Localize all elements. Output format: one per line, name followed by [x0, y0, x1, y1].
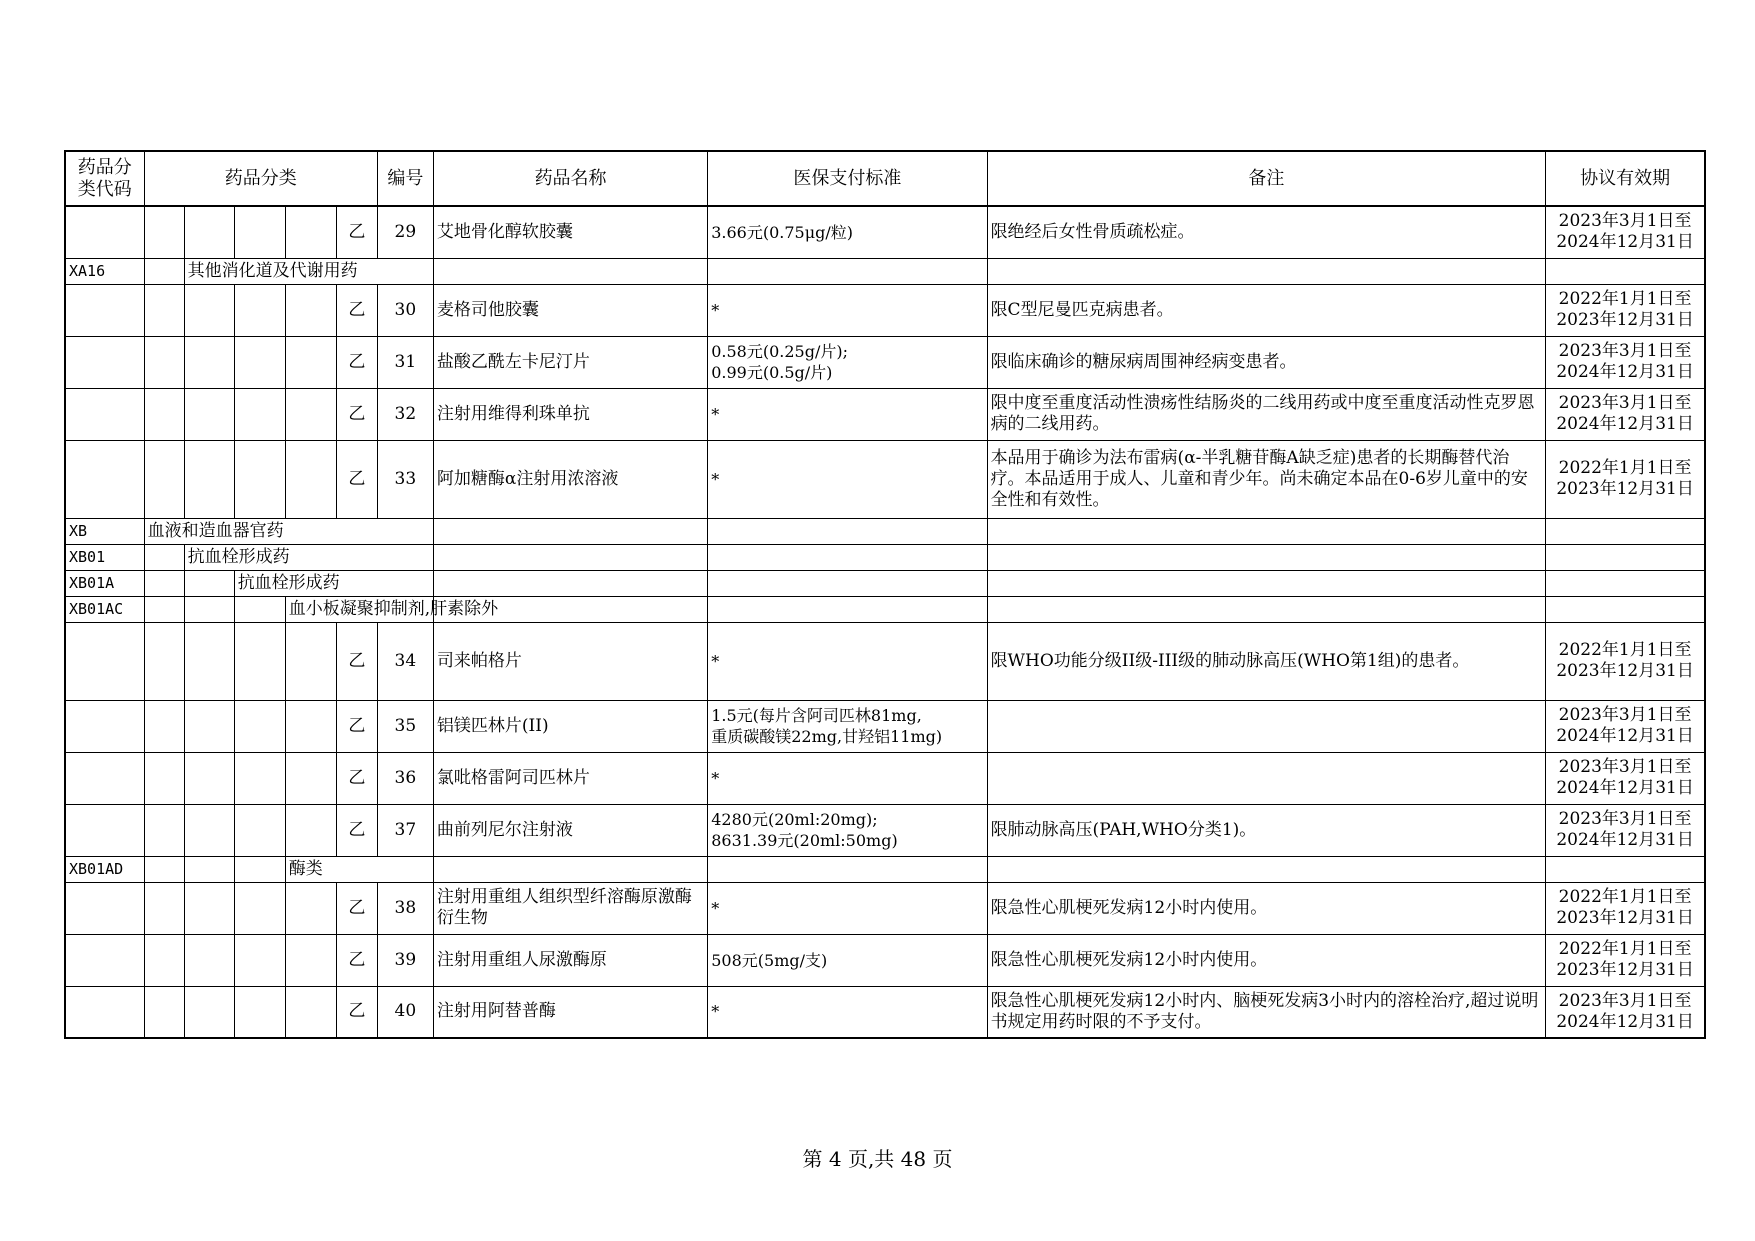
category-cell	[234, 440, 285, 518]
drug-name: 注射用重组人尿激酶原	[433, 934, 707, 986]
drug-row	[65, 934, 1705, 986]
drug-name: 注射用重组人组织型纤溶酶原激酶衍生物	[433, 882, 707, 934]
category-cell	[144, 986, 184, 1038]
remark: 限急性心肌梗死发病12小时内使用。	[987, 934, 1546, 986]
code-cell	[65, 206, 144, 258]
validity-period: 2023年3月1日至 2024年12月31日	[1546, 752, 1705, 804]
category-cell	[144, 570, 184, 596]
category-row	[65, 258, 1705, 284]
drug-row	[65, 284, 1705, 336]
category-cell	[285, 700, 336, 752]
category-cell	[234, 388, 285, 440]
category-cell	[285, 622, 336, 700]
standard-cell	[708, 856, 987, 882]
category-cell	[184, 934, 234, 986]
category-cell	[144, 856, 184, 882]
category-label: 抗血栓形成药	[184, 544, 433, 570]
category-cell	[234, 596, 285, 622]
category-cell	[144, 336, 184, 388]
category-cell	[234, 934, 285, 986]
grade-cell: 乙	[336, 388, 377, 440]
validity-period: 2023年3月1日至 2024年12月31日	[1546, 206, 1705, 258]
grade-cell: 乙	[336, 622, 377, 700]
remark: 本品用于确诊为法布雷病(α-半乳糖苷酶A缺乏症)患者的长期酶替代治疗。本品适用于成人、儿童和青少年。尚未确定本品在0-6岁儿童中的安全性和有效性。	[987, 440, 1546, 518]
category-cell	[285, 336, 336, 388]
standard-cell	[708, 544, 987, 570]
drug-name: 麦格司他胶囊	[433, 284, 707, 336]
category-cell	[285, 440, 336, 518]
category-cell	[184, 856, 234, 882]
drug-number: 39	[377, 934, 433, 986]
category-code: XB01A	[65, 570, 144, 596]
validity-period: 2022年1月1日至 2023年12月31日	[1546, 934, 1705, 986]
code-cell	[65, 986, 144, 1038]
standard-cell	[708, 570, 987, 596]
remark: 限WHO功能分级II级-III级的肺动脉高压(WHO第1组)的患者。	[987, 622, 1546, 700]
category-label: 抗血栓形成药	[234, 570, 433, 596]
category-cell	[184, 440, 234, 518]
drug-number: 30	[377, 284, 433, 336]
drug-row	[65, 336, 1705, 388]
code-cell	[65, 388, 144, 440]
category-cell	[144, 206, 184, 258]
category-cell	[144, 544, 184, 570]
code-cell	[65, 934, 144, 986]
category-cell	[184, 596, 234, 622]
page-footer: 第 4 页,共 48 页	[802, 1147, 953, 1171]
drug-name: 氯吡格雷阿司匹林片	[433, 752, 707, 804]
category-cell	[144, 440, 184, 518]
standard-cell	[708, 518, 987, 544]
validity-period: 2023年3月1日至 2024年12月31日	[1546, 804, 1705, 856]
category-cell	[234, 804, 285, 856]
category-cell	[184, 570, 234, 596]
category-cell	[234, 700, 285, 752]
category-cell	[184, 388, 234, 440]
grade-cell: 乙	[336, 336, 377, 388]
remark: 限临床确诊的糖尿病周围神经病变患者。	[987, 336, 1546, 388]
header-number: 编号	[377, 151, 433, 206]
remark: 限肺动脉高压(PAH,WHO分类1)。	[987, 804, 1546, 856]
drug-name: 阿加糖酶α注射用浓溶液	[433, 440, 707, 518]
payment-standard: *	[708, 388, 987, 440]
category-cell	[184, 882, 234, 934]
category-cell	[144, 596, 184, 622]
drug-row	[65, 700, 1705, 752]
drug-number: 32	[377, 388, 433, 440]
drug-name: 艾地骨化醇软胶囊	[433, 206, 707, 258]
category-cell	[184, 284, 234, 336]
payment-standard: *	[708, 882, 987, 934]
grade-cell: 乙	[336, 934, 377, 986]
drug-number: 31	[377, 336, 433, 388]
payment-standard: 3.66元(0.75μg/粒)	[708, 206, 987, 258]
validity-cell	[1546, 856, 1705, 882]
grade-cell: 乙	[336, 752, 377, 804]
drug-row	[65, 440, 1705, 518]
drug-name: 注射用维得利珠单抗	[433, 388, 707, 440]
drug-number: 40	[377, 986, 433, 1038]
drug-row	[65, 752, 1705, 804]
payment-standard: 4280元(20ml:20mg); 8631.39元(20ml:50mg)	[708, 804, 987, 856]
header-category: 药品分类	[144, 151, 377, 206]
category-cell	[285, 934, 336, 986]
drug-row	[65, 882, 1705, 934]
category-row	[65, 518, 1705, 544]
category-cell	[234, 206, 285, 258]
category-cell	[285, 206, 336, 258]
validity-period: 2022年1月1日至 2023年12月31日	[1546, 284, 1705, 336]
category-cell	[234, 752, 285, 804]
table-header-row	[65, 151, 1705, 206]
grade-cell: 乙	[336, 986, 377, 1038]
category-cell	[144, 934, 184, 986]
category-cell	[144, 700, 184, 752]
category-cell	[144, 284, 184, 336]
grade-cell: 乙	[336, 440, 377, 518]
remark	[987, 752, 1546, 804]
category-cell	[234, 622, 285, 700]
grade-cell: 乙	[336, 206, 377, 258]
remark: 限急性心肌梗死发病12小时内使用。	[987, 882, 1546, 934]
name-cell	[433, 544, 707, 570]
remark: 限绝经后女性骨质疏松症。	[987, 206, 1546, 258]
category-cell	[144, 882, 184, 934]
category-cell	[144, 622, 184, 700]
code-cell	[65, 804, 144, 856]
drug-table	[64, 150, 1706, 1039]
grade-cell: 乙	[336, 882, 377, 934]
category-cell	[234, 284, 285, 336]
validity-period: 2022年1月1日至 2023年12月31日	[1546, 440, 1705, 518]
category-cell	[184, 622, 234, 700]
drug-number: 37	[377, 804, 433, 856]
code-cell	[65, 622, 144, 700]
remark: 限中度至重度活动性溃疡性结肠炎的二线用药或中度至重度活动性克罗恩病的二线用药。	[987, 388, 1546, 440]
drug-row	[65, 388, 1705, 440]
category-label: 酶类	[285, 856, 433, 882]
category-cell	[184, 336, 234, 388]
header-remark: 备注	[987, 151, 1546, 206]
code-cell	[65, 882, 144, 934]
drug-number: 38	[377, 882, 433, 934]
category-code: XB01AD	[65, 856, 144, 882]
standard-cell	[708, 596, 987, 622]
validity-period: 2023年3月1日至 2024年12月31日	[1546, 700, 1705, 752]
validity-period: 2022年1月1日至 2023年12月31日	[1546, 622, 1705, 700]
validity-cell	[1546, 596, 1705, 622]
category-cell	[184, 206, 234, 258]
payment-standard: 0.58元(0.25g/片); 0.99元(0.5g/片)	[708, 336, 987, 388]
drug-name: 铝镁匹林片(II)	[433, 700, 707, 752]
validity-period: 2023年3月1日至 2024年12月31日	[1546, 388, 1705, 440]
category-cell	[184, 804, 234, 856]
category-cell	[144, 258, 184, 284]
category-row	[65, 856, 1705, 882]
category-cell	[184, 752, 234, 804]
name-cell	[433, 518, 707, 544]
category-cell	[184, 986, 234, 1038]
payment-standard: 1.5元(每片含阿司匹林81mg, 重质碳酸镁22mg,甘羟铝11mg)	[708, 700, 987, 752]
category-code: XA16	[65, 258, 144, 284]
payment-standard: *	[708, 986, 987, 1038]
drug-name: 盐酸乙酰左卡尼汀片	[433, 336, 707, 388]
validity-period: 2023年3月1日至 2024年12月31日	[1546, 336, 1705, 388]
category-cell	[144, 752, 184, 804]
category-label: 血液和造血器官药	[144, 518, 433, 544]
category-cell	[234, 986, 285, 1038]
name-cell	[433, 570, 707, 596]
header-validity: 协议有效期	[1546, 151, 1705, 206]
category-row	[65, 570, 1705, 596]
validity-cell	[1546, 258, 1705, 284]
grade-cell: 乙	[336, 284, 377, 336]
remark-cell	[987, 518, 1546, 544]
category-cell	[144, 804, 184, 856]
category-cell	[234, 882, 285, 934]
validity-period: 2022年1月1日至 2023年12月31日	[1546, 882, 1705, 934]
category-cell	[285, 752, 336, 804]
drug-number: 36	[377, 752, 433, 804]
category-cell	[285, 284, 336, 336]
remark-cell	[987, 544, 1546, 570]
code-cell	[65, 752, 144, 804]
name-cell	[433, 258, 707, 284]
category-cell	[285, 804, 336, 856]
drug-name: 司来帕格片	[433, 622, 707, 700]
category-cell	[285, 986, 336, 1038]
header-code: 药品分 类代码	[65, 151, 144, 206]
category-code: XB01AC	[65, 596, 144, 622]
code-cell	[65, 440, 144, 518]
remark-cell	[987, 258, 1546, 284]
header-standard: 医保支付标准	[708, 151, 987, 206]
payment-standard: *	[708, 752, 987, 804]
drug-row	[65, 804, 1705, 856]
drug-name: 曲前列尼尔注射液	[433, 804, 707, 856]
drug-number: 35	[377, 700, 433, 752]
category-cell	[285, 388, 336, 440]
payment-standard: *	[708, 622, 987, 700]
payment-standard: *	[708, 284, 987, 336]
remark-cell	[987, 856, 1546, 882]
grade-cell: 乙	[336, 700, 377, 752]
drug-name: 注射用阿替普酶	[433, 986, 707, 1038]
category-cell	[184, 700, 234, 752]
category-cell	[234, 856, 285, 882]
category-cell	[144, 388, 184, 440]
category-row	[65, 596, 1705, 622]
category-label: 其他消化道及代谢用药	[184, 258, 433, 284]
drug-row	[65, 986, 1705, 1038]
validity-cell	[1546, 518, 1705, 544]
code-cell	[65, 700, 144, 752]
category-cell	[234, 336, 285, 388]
payment-standard: *	[708, 440, 987, 518]
category-code: XB01	[65, 544, 144, 570]
category-row	[65, 544, 1705, 570]
code-cell	[65, 284, 144, 336]
category-cell	[285, 882, 336, 934]
name-cell	[433, 856, 707, 882]
remark: 限C型尼曼匹克病患者。	[987, 284, 1546, 336]
drug-number: 29	[377, 206, 433, 258]
validity-cell	[1546, 570, 1705, 596]
drug-number: 34	[377, 622, 433, 700]
code-cell	[65, 336, 144, 388]
validity-period: 2023年3月1日至 2024年12月31日	[1546, 986, 1705, 1038]
payment-standard: 508元(5mg/支)	[708, 934, 987, 986]
remark: 限急性心肌梗死发病12小时内、脑梗死发病3小时内的溶栓治疗,超过说明书规定用药时限的不予支付。	[987, 986, 1546, 1038]
validity-cell	[1546, 544, 1705, 570]
drug-row	[65, 206, 1705, 258]
standard-cell	[708, 258, 987, 284]
header-name: 药品名称	[433, 151, 707, 206]
remark-cell	[987, 570, 1546, 596]
category-code: XB	[65, 518, 144, 544]
category-label: 血小板凝聚抑制剂,肝素除外	[285, 596, 433, 622]
remark-cell	[987, 596, 1546, 622]
drug-number: 33	[377, 440, 433, 518]
grade-cell: 乙	[336, 804, 377, 856]
drug-row	[65, 622, 1705, 700]
remark	[987, 700, 1546, 752]
